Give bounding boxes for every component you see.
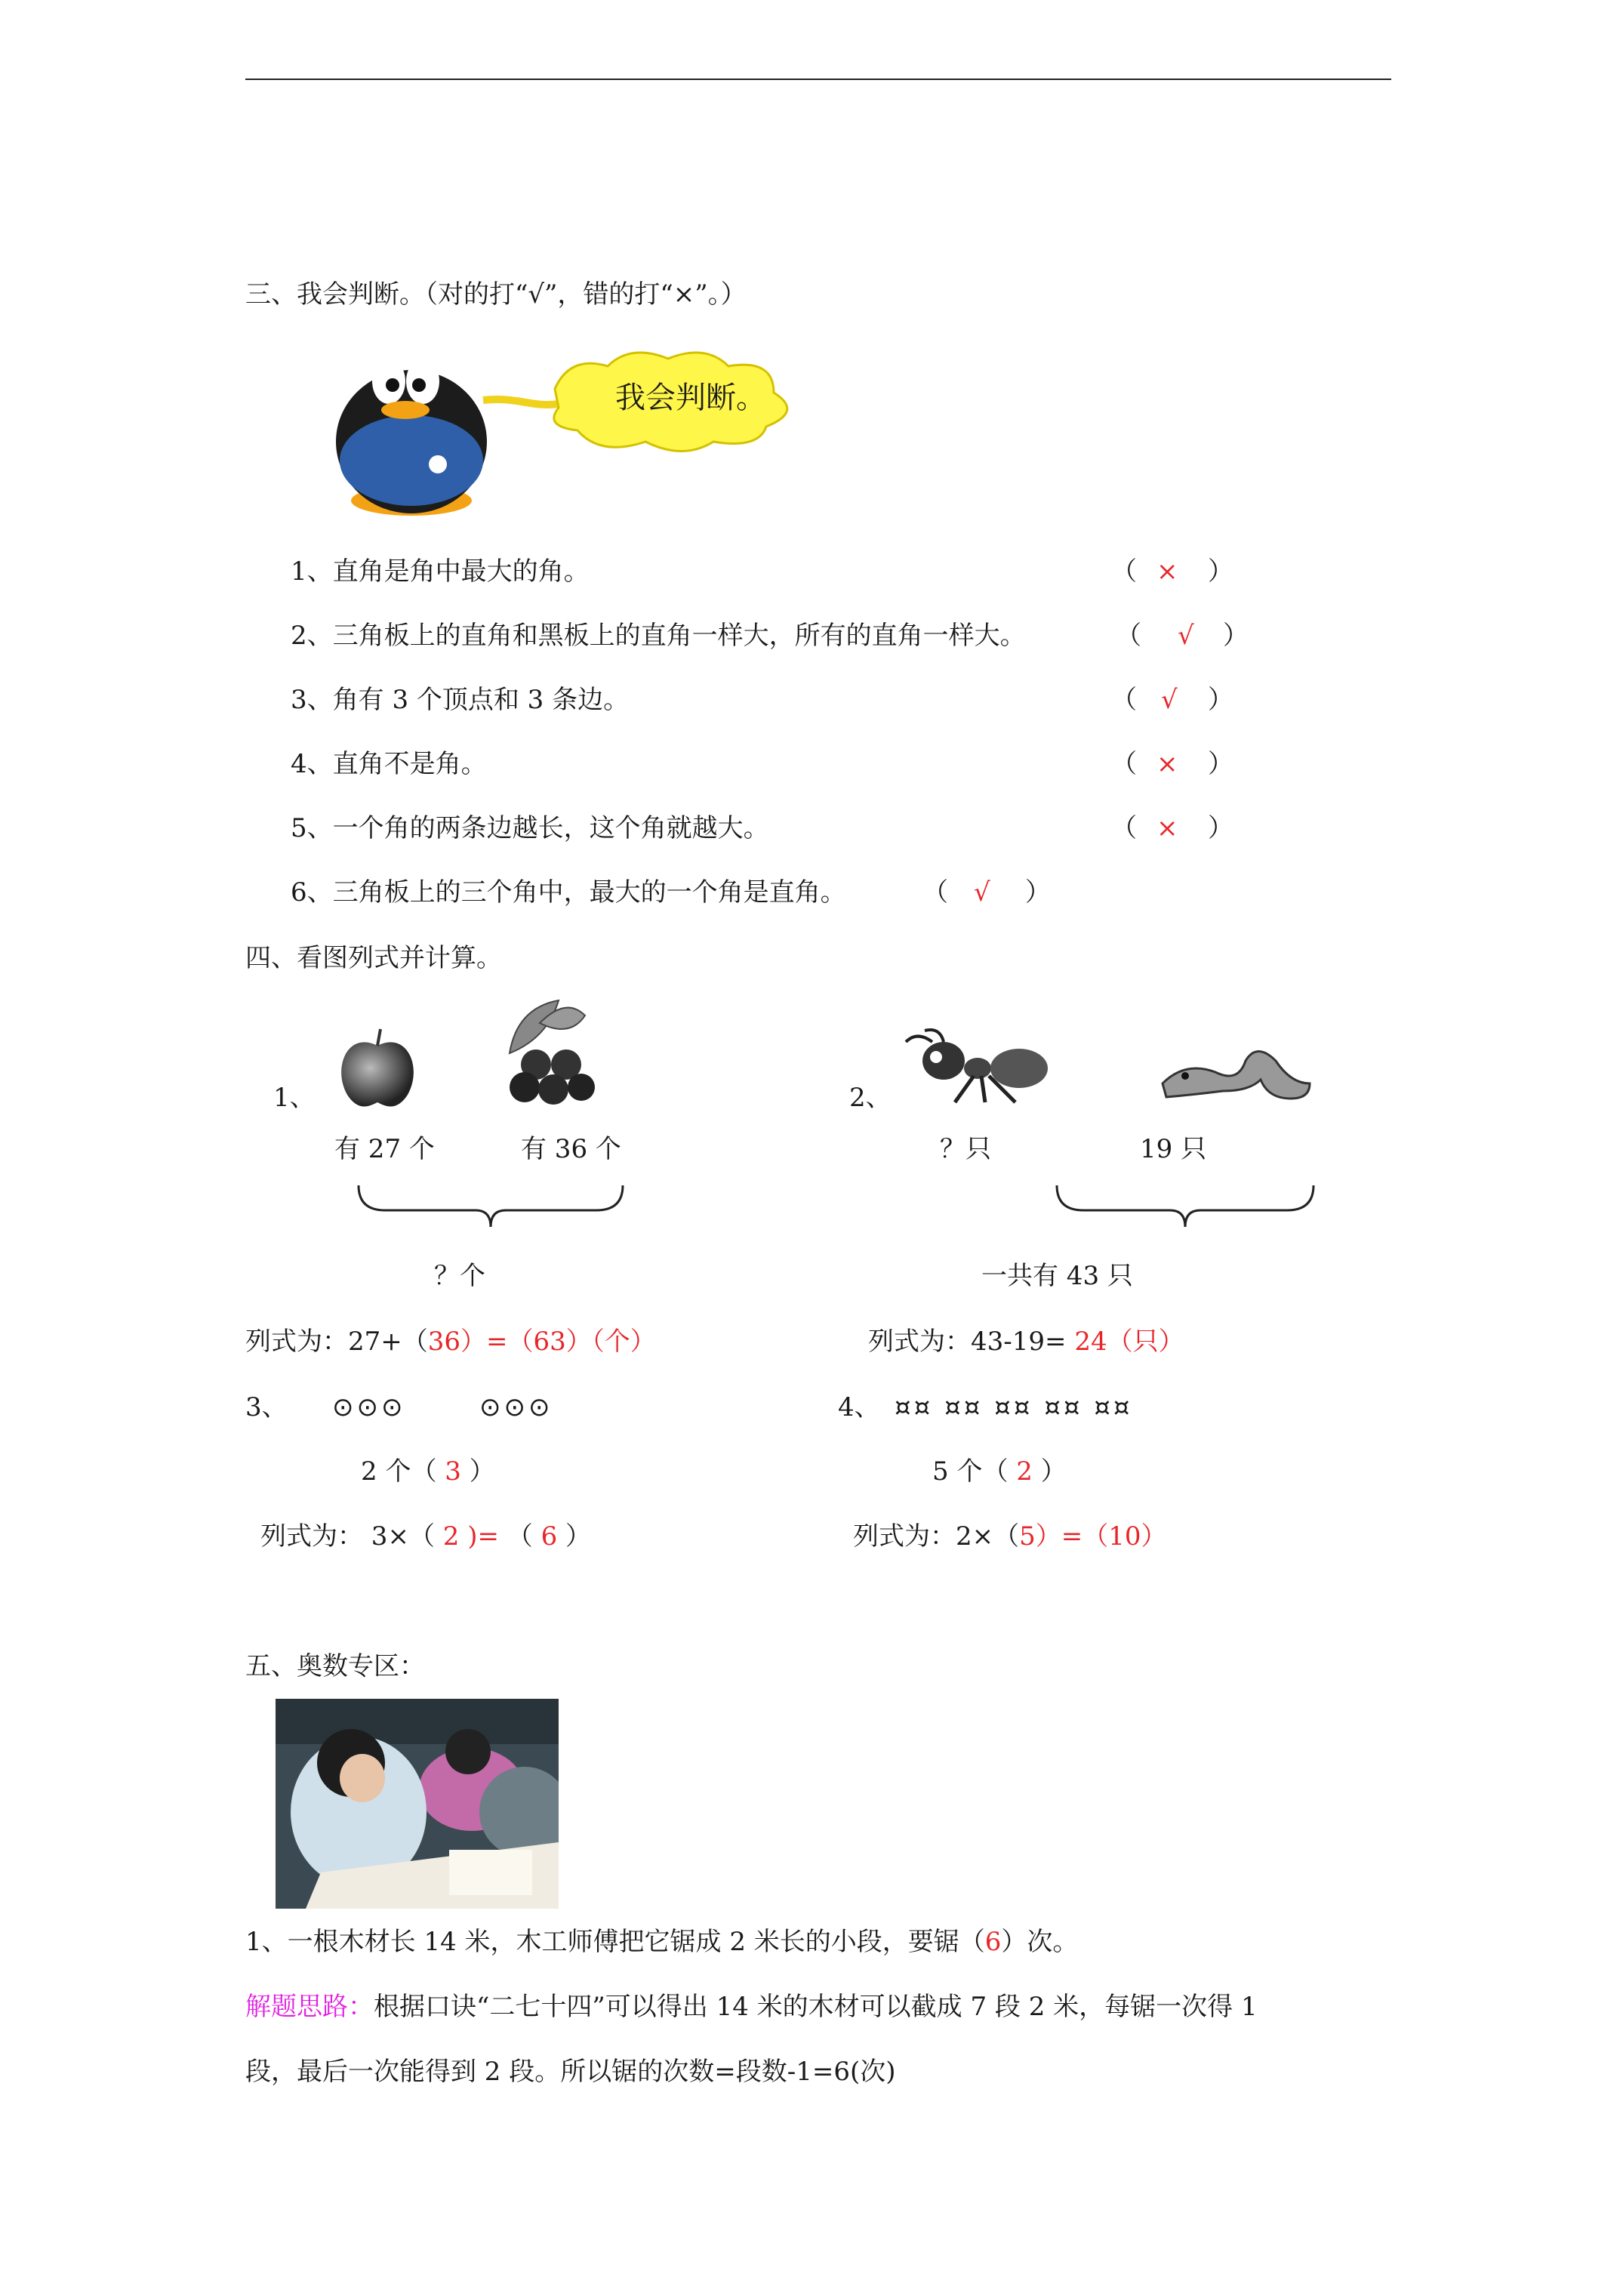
judge-item-3: 3、角有 3 个顶点和 3 条边。	[291, 685, 630, 715]
judge-answer-3: √	[1161, 685, 1178, 715]
judge-item-4: 4、直角不是角。	[291, 749, 487, 779]
judge-answer-2: √	[1178, 621, 1194, 651]
section3-heading: 三、我会判断。（对的打“√”，错的打“×”。）	[245, 279, 747, 310]
judge-item-2: 2、三角板上的直角和黑板上的直角一样大，所有的直角一样大。	[291, 621, 1026, 651]
hint-line-2: 段，最后一次能得到 2 段。所以锯的次数=段数-1=6(次)	[245, 2057, 896, 2087]
grapes-icon	[494, 993, 600, 1106]
judge-open-2: （	[1116, 621, 1141, 651]
header-rule	[245, 79, 1391, 80]
olympiad-question-1	[245, 1925, 1078, 1959]
judge-answer-6: √	[974, 877, 990, 908]
section4-heading: 四、看图列式并计算。	[245, 943, 502, 973]
p4-groups: ¤¤ ¤¤ ¤¤ ¤¤ ¤¤	[895, 1392, 1133, 1422]
p3-count-answer: 3	[445, 1456, 461, 1487]
judge-open-6: （	[922, 877, 948, 908]
judge-answer-4: ×	[1156, 749, 1178, 779]
judge-open-1: （	[1111, 556, 1137, 587]
judge-close-2: ）	[1223, 621, 1249, 651]
p2-brace	[1053, 1182, 1317, 1234]
judge-answer-5: ×	[1156, 813, 1178, 843]
section5-heading: 五、奥数专区：	[245, 1651, 425, 1681]
judge-close-5: ）	[1208, 813, 1233, 843]
p4-formula-prefix: 列式为：2×（	[853, 1521, 1020, 1552]
p3-formula	[260, 1520, 591, 1553]
judge-open-4: （	[1111, 749, 1137, 779]
p4-count-prefix: 5 个（	[932, 1456, 1017, 1487]
p4-count-answer: 2	[1016, 1456, 1033, 1487]
p2-number: 2、	[849, 1083, 892, 1113]
p1-formula-answer: 36）=（63）（个）	[427, 1327, 656, 1357]
p4-formula-answer: 5）=（10）	[1019, 1521, 1167, 1552]
p3-number: 3、	[245, 1392, 288, 1422]
judge-close-1: ）	[1208, 556, 1233, 587]
hint-text-1: 根据口诀“二七十四”可以得出 14 米的木材可以截成 7 段 2 米，每锯一次得 1	[374, 1992, 1258, 2022]
hint-label: 解题思路：	[245, 1992, 374, 2022]
p4-formula	[853, 1520, 1167, 1553]
p3-count-prefix: 2 个（	[361, 1456, 445, 1487]
p2-formula	[868, 1325, 1184, 1358]
p3-formula-end: ）	[557, 1521, 592, 1552]
p3-formula-mid: )=	[467, 1521, 507, 1552]
p2-formula-prefix: 列式为：43-19=	[868, 1327, 1075, 1357]
judge-open-3: （	[1111, 685, 1137, 715]
p1-label-left: 有 27 个	[334, 1134, 435, 1164]
apple-icon	[332, 1023, 423, 1114]
p3-count-suffix: ）	[460, 1456, 495, 1487]
p3-formula-prefix: 列式为： 3×（	[260, 1521, 443, 1552]
judge-item-6: 6、三角板上的三个角中，最大的一个角是直角。	[291, 877, 846, 908]
p3-formula-open-2: （	[507, 1521, 541, 1552]
judge-item-1: 1、直角是角中最大的角。	[291, 556, 590, 587]
p3-formula-answer-1: 2	[442, 1521, 468, 1552]
p1-brace	[355, 1182, 627, 1234]
p2-total: 一共有 43 只	[981, 1261, 1133, 1291]
snake-icon	[1155, 1038, 1313, 1106]
p1-formula-prefix: 列式为：27+（	[245, 1327, 428, 1357]
p1-total: ？个	[434, 1261, 485, 1291]
judge-close-3: ）	[1208, 685, 1233, 715]
p1-number: 1、	[273, 1083, 316, 1113]
penguin-illustration	[321, 336, 864, 525]
ant-icon	[902, 1027, 1053, 1110]
q1-text: 1、一根木材长 14 米，木工师傅把它锯成 2 米长的小段，要锯（	[245, 1927, 985, 1957]
p1-label-right: 有 36 个	[521, 1134, 621, 1164]
judge-answer-1: ×	[1156, 556, 1178, 587]
p2-formula-answer: 24（只）	[1074, 1327, 1184, 1357]
p1-formula	[245, 1325, 656, 1358]
p2-label-right: 19 只	[1140, 1134, 1207, 1164]
p3-count	[361, 1455, 495, 1488]
p4-count-suffix: ）	[1032, 1456, 1067, 1487]
judge-close-4: ）	[1208, 749, 1233, 779]
judge-open-5: （	[1111, 813, 1137, 843]
q1-answer: 6	[984, 1927, 1002, 1957]
p4-count	[932, 1455, 1067, 1488]
p3-formula-answer-2: 6	[540, 1521, 558, 1552]
p3-group-2: ⊙⊙⊙	[479, 1392, 553, 1422]
q1-end: ）次。	[1001, 1927, 1079, 1957]
bubble-text: 我会判断。	[615, 381, 766, 415]
p3-group-1: ⊙⊙⊙	[332, 1392, 406, 1422]
hint-line-1	[245, 1990, 1258, 2023]
judge-item-5: 5、一个角的两条边越长，这个角就越大。	[291, 813, 769, 843]
judge-close-6: ）	[1025, 877, 1051, 908]
students-photo	[276, 1699, 559, 1909]
p2-label-left: ？只	[940, 1134, 991, 1164]
p4-number: 4、	[838, 1392, 880, 1422]
